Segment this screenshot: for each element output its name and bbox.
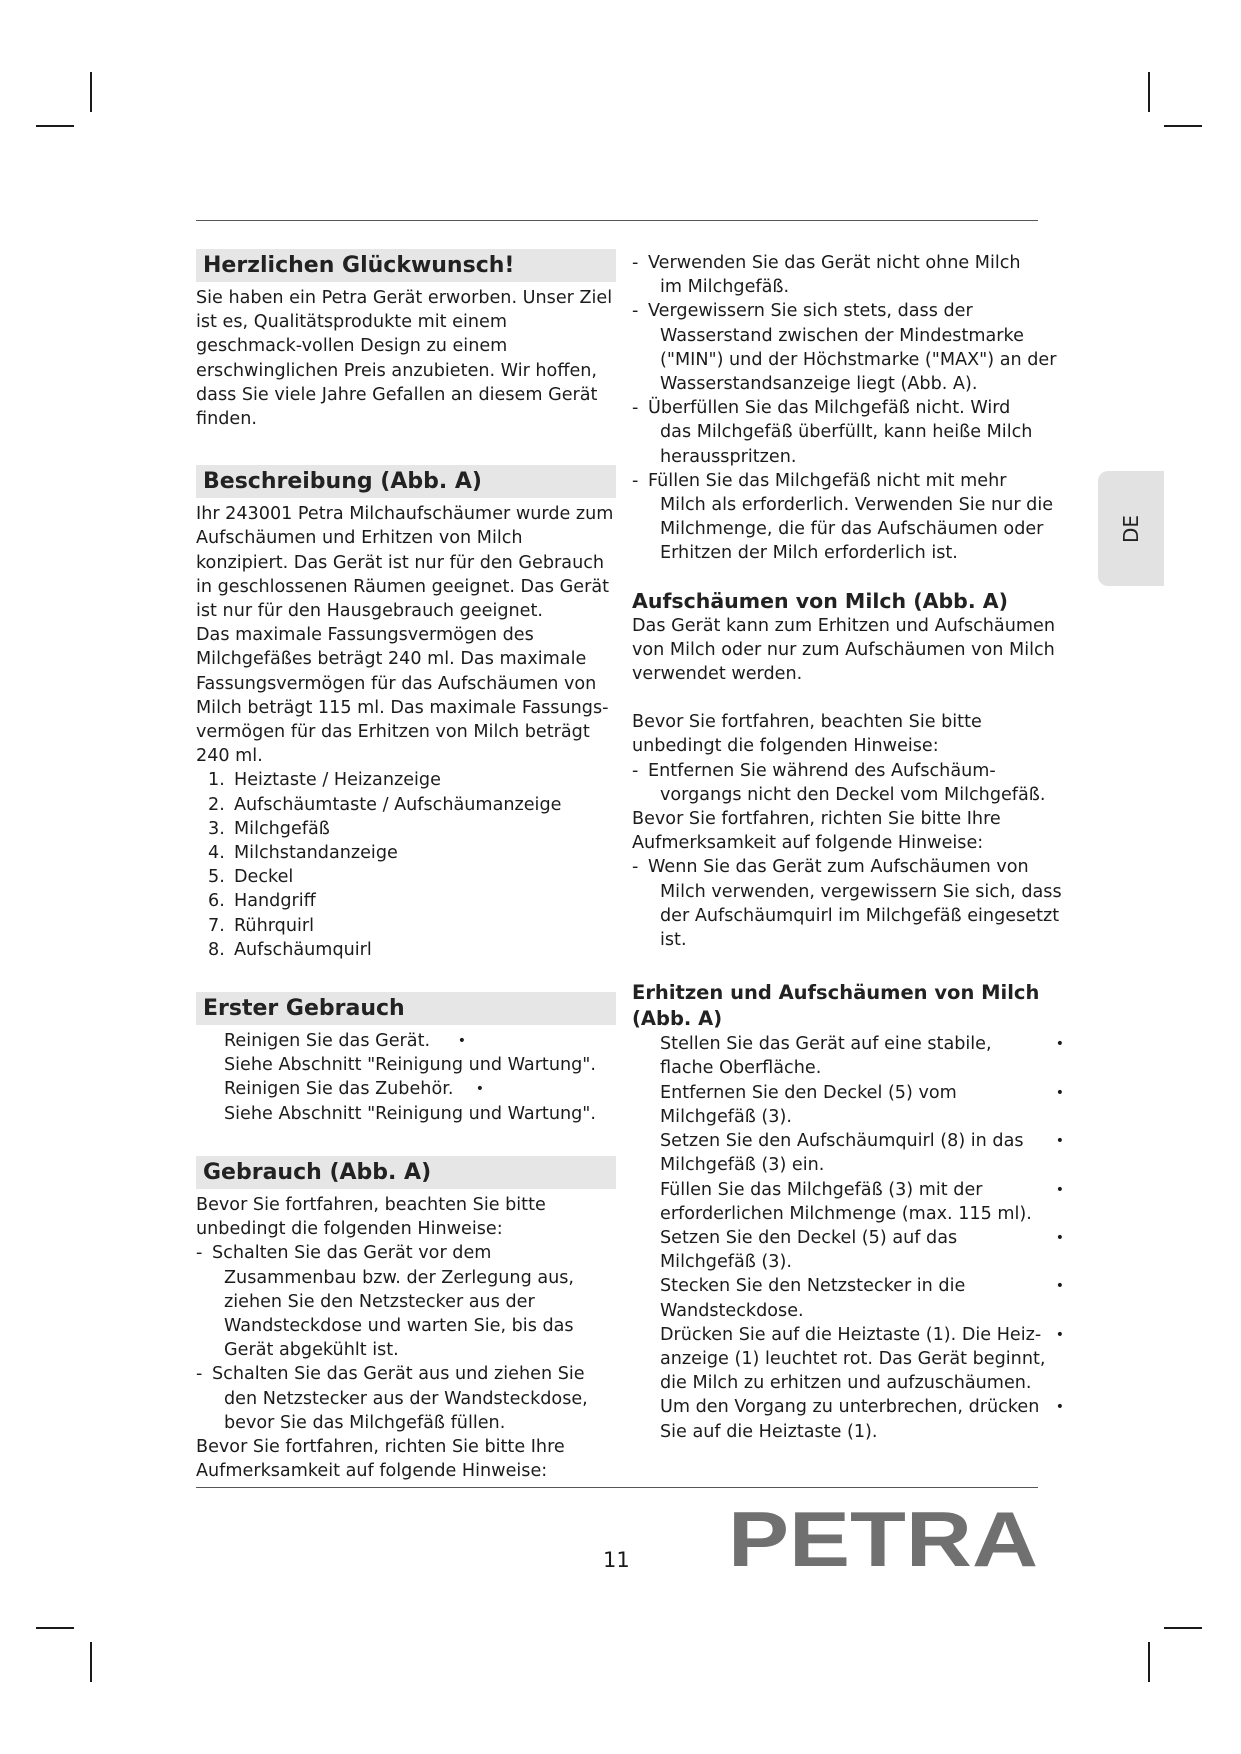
heating-step: Drücken Sie auf die Heiztaste (1). Die Heiz-anzeige (1) leuchtet rot. Das Gerät beginnt, die Milch zu erhitzen und aufzuschäumen. • (660, 1324, 1064, 1394)
first-use-step: Reinigen Sie das Zubehör. • (224, 1079, 484, 1100)
section-title-frothing: Aufschäumen von Milch (Abb. A) (632, 588, 1009, 613)
warning-item: - Verwenden Sie das Gerät nicht ohne Milch im Milchgefäß. (632, 253, 1021, 298)
crop-mark-top-left-v (90, 72, 92, 112)
heating-step: Um den Vorgang zu unterbrechen, drücken Sie auf die Heiztaste (1). • (660, 1397, 1064, 1442)
crop-mark-bottom-left-v (90, 1642, 92, 1682)
section-title-congrats: Herzlichen Glückwunsch! (196, 249, 616, 282)
use-outro: Bevor Sie fortfahren, richten Sie bitte Ihre Aufmerksamkeit auf folgende Hinweise: (196, 1436, 565, 1482)
section-title-description: Beschreibung (Abb. A) (196, 465, 616, 498)
congrats-text: Sie haben ein Petra Gerät erworben. Unser Ziel ist es, Qualitätsprodukte mit einem geschmack-vollen Design zu einem erschwinglichen Preis anzubieten. Wir hoffen, dass Sie viele Jahre Gefallen an diesem Gerät finden. (196, 288, 613, 430)
warning-item: - Überfüllen Sie das Milchgefäß nicht. Wird das Milchgefäß überfüllt, kann heiße Milch herausspritzen. (632, 398, 1033, 467)
list-item: 4. Milchstandanzeige (208, 843, 398, 864)
heating-step: Setzen Sie den Aufschäumquirl (8) in das Milchgefäß (3) ein. • (660, 1131, 1064, 1176)
frothing-intro: Bevor Sie fortfahren, beachten Sie bitte unbedingt die folgenden Hinweise: (632, 712, 982, 757)
heating-step: Entfernen Sie den Deckel (5) vom Milchgefäß (3). • (660, 1082, 1064, 1127)
description-text-2: Das maximale Fassungsvermögen des Milchgefäßes beträgt 240 ml. Das maximale Fassungsvermögen für das Aufschäumen von Milch beträgt 115 ml. Das maximale Fassungs-vermögen für das Erhitzen von Milch beträgt 240 ml. (196, 625, 609, 767)
frothing-warning: - Entfernen Sie während des Aufschäum- vorgangs nicht den Deckel vom Milchgefäß. (632, 760, 1046, 805)
use-intro: Bevor Sie fortfahren, beachten Sie bitte unbedingt die folgenden Hinweise: (196, 1194, 546, 1240)
bottom-rule (196, 1487, 1038, 1488)
crop-mark-bottom-right-h (1164, 1627, 1202, 1629)
top-rule (196, 220, 1038, 221)
section-title-use: Gebrauch (Abb. A) (196, 1156, 616, 1189)
heating-step: Stellen Sie das Gerät auf eine stabile, flache Oberfläche. • (660, 1034, 1064, 1079)
description-text-1: Ihr 243001 Petra Milchaufschäumer wurde zum Aufschäumen und Erhitzen von Milch konzipiert. Das Gerät ist nur für den Gebrauch in geschlossenen Räumen geeignet. Das Gerät ist nur für den Hausgebrauch geeignet. (196, 504, 614, 622)
language-tab-label: DE (1119, 514, 1143, 543)
list-item: 2. Aufschäumtaste / Aufschäumanzeige (208, 794, 562, 815)
first-use-step: Siehe Abschnitt "Reinigung und Wartung". (224, 1103, 596, 1124)
list-item: 6. Handgriff (208, 891, 316, 912)
parts-list (196, 768, 616, 962)
petra-logo (728, 1500, 1040, 1574)
language-tab (1098, 471, 1164, 586)
left-column (196, 249, 616, 1483)
crop-mark-top-right-h (1164, 125, 1202, 127)
first-use-step: Siehe Abschnitt "Reinigung und Wartung". (224, 1055, 596, 1076)
right-column (632, 251, 1064, 1444)
list-item: 3. Milchgefäß (208, 818, 330, 839)
section-title-first-use: Erster Gebrauch (196, 992, 616, 1025)
crop-mark-top-left-h (36, 125, 74, 127)
petra-logo-text: PETRA (728, 1500, 1038, 1574)
first-use-step: Reinigen Sie das Gerät. • (224, 1031, 466, 1052)
heating-step: Setzen Sie den Deckel (5) auf das Milchgefäß (3). • (660, 1227, 1064, 1273)
frothing-text: Das Gerät kann zum Erhitzen und Aufschäumen von Milch oder nur zum Aufschäumen von Milch verwendet werden. (632, 615, 1055, 685)
warning-item: - Vergewissern Sie sich stets, dass der Wasserstand zwischen der Mindestmarke ("MIN") und der Höchstmarke ("MAX") an der Wasserstandsanzeige liegt (Abb. A). (632, 301, 1057, 395)
heating-step: Stecken Sie den Netzstecker in die Wandsteckdose. • (660, 1276, 1064, 1321)
frothing-mid: Bevor Sie fortfahren, richten Sie bitte Ihre Aufmerksamkeit auf folgende Hinweise: (632, 809, 1001, 854)
list-item: 5. Deckel (208, 867, 294, 888)
section-title-heating: Erhitzen und Aufschäumen von Milch (Abb. A) (632, 981, 1040, 1031)
heating-step: Füllen Sie das Milchgefäß (3) mit der erforderlichen Milchmenge (max. 115 ml). • (660, 1179, 1064, 1224)
list-item: 8. Aufschäumquirl (208, 939, 372, 960)
warning-item: - Füllen Sie das Milchgefäß nicht mit mehr Milch als erforderlich. Verwenden Sie nur die Milchmenge, die für das Aufschäumen oder Erhitzen der Milch erforderlich ist. (632, 470, 1054, 564)
page-number: 11 (603, 1548, 630, 1572)
use-warning: - Schalten Sie das Gerät aus und ziehen Sie den Netzstecker aus der Wandsteckdose, bevor Sie das Milchgefäß füllen. (196, 1364, 588, 1433)
crop-mark-bottom-left-h (36, 1627, 74, 1629)
crop-mark-top-right-v (1148, 72, 1150, 112)
crop-mark-bottom-right-v (1148, 1642, 1150, 1682)
frothing-warning: - Wenn Sie das Gerät zum Aufschäumen von Milch verwenden, vergewissern Sie sich, dass der Aufschäumquirl im Milchgefäß eingesetzt ist. (632, 857, 1062, 951)
list-item: 7. Rührquirl (208, 915, 314, 936)
use-warning: - Schalten Sie das Gerät vor dem Zusammenbau bzw. der Zerlegung aus, ziehen Sie den Netzstecker aus der Wandsteckdose und warten Sie, bis das Gerät abgekühlt ist. (196, 1243, 575, 1361)
list-item: 1. Heiztaste / Heizanzeige (208, 770, 441, 791)
